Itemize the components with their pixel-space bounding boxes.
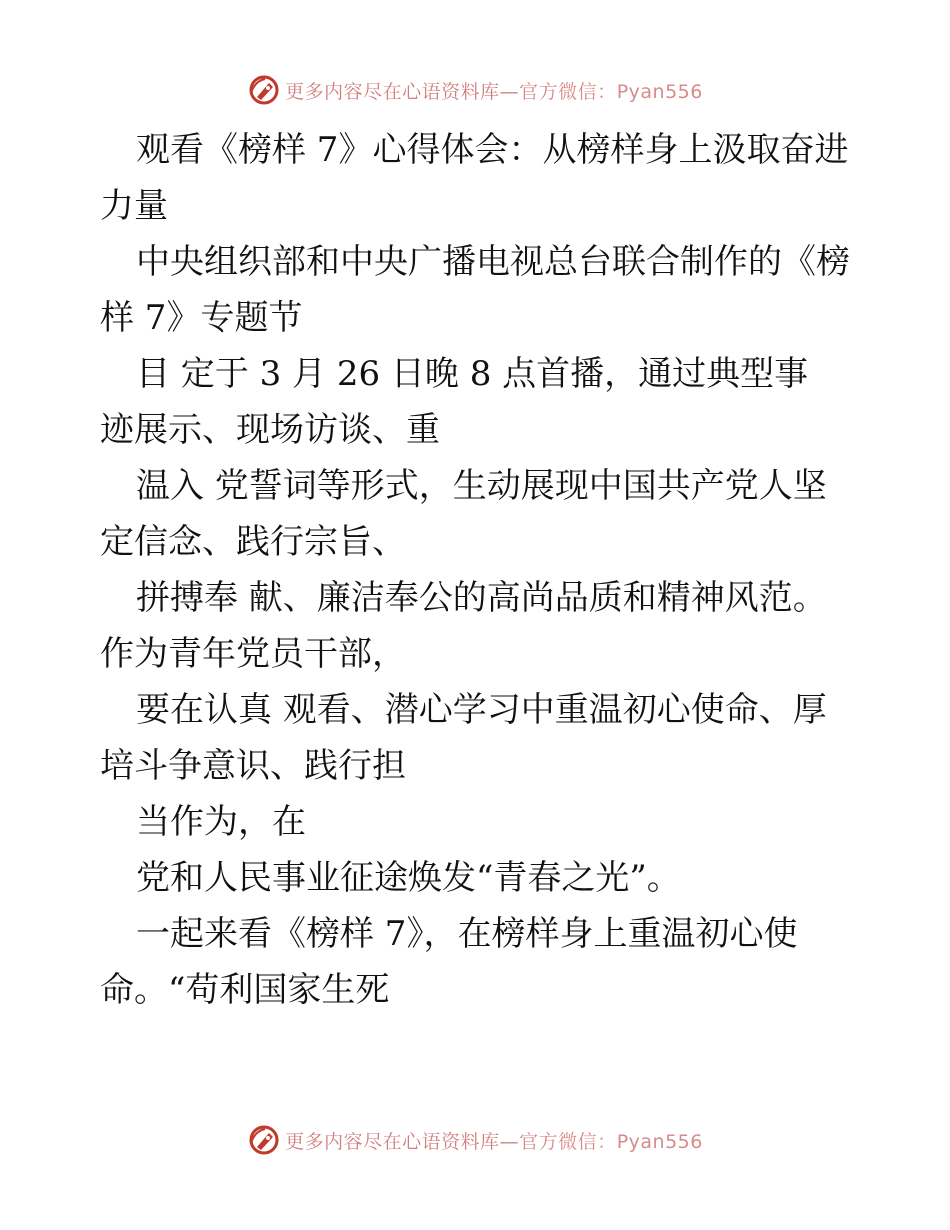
document-line: 定信念、践行宗旨、 xyxy=(100,522,406,562)
document-line: 目 定于 3 月 26 日晚 8 点首播，通过典型事 xyxy=(136,354,809,394)
header-contact-value: Pyan556 xyxy=(616,80,703,103)
footer-contact-label: 官方微信： xyxy=(519,1130,617,1153)
pen-nib-circle-icon xyxy=(247,73,281,107)
document-line: 党和人民事业征途焕发“青春之光”。 xyxy=(136,858,681,898)
document-line: 命。“苟利国家生死 xyxy=(100,970,390,1010)
document-line: 迹展示、现场访谈、重 xyxy=(100,410,440,450)
header-text xyxy=(285,77,703,104)
footer-text xyxy=(285,1127,703,1154)
document-line: 温入 党誓词等形式，生动展现中国共产党人坚 xyxy=(136,466,827,506)
document-line: 中央组织部和中央广播电视总台联合制作的《榜 xyxy=(136,242,850,282)
pen-nib-circle-icon xyxy=(247,1123,281,1157)
document-line: 力量 xyxy=(100,186,168,226)
document-line: 样 7》专题节 xyxy=(100,298,303,338)
header-contact-label: 官方微信： xyxy=(519,80,617,103)
document-line: 培斗争意识、践行担 xyxy=(100,746,406,786)
document-line: 一起来看《榜样 7》，在榜样身上重温初心使 xyxy=(136,914,798,954)
header-brand: 更多内容尽在心语资料库 xyxy=(285,80,500,103)
page-footer-banner xyxy=(0,1120,950,1160)
page-header-banner xyxy=(0,70,950,110)
document-line: 当作为，在 xyxy=(136,802,306,842)
document-line: 要在认真 观看、潜心学习中重温初心使命、厚 xyxy=(136,690,827,730)
footer-contact-value: Pyan556 xyxy=(616,1130,703,1153)
document-line: 观看《榜样 7》心得体会：从榜样身上汲取奋进 xyxy=(136,130,849,170)
document-body xyxy=(100,122,860,1018)
document-line: 拼搏奉 献、廉洁奉公的高尚品质和精神风范。 xyxy=(136,578,827,618)
footer-separator: — xyxy=(499,1130,520,1153)
header-separator: — xyxy=(499,80,520,103)
document-line: 作为青年党员干部， xyxy=(100,634,406,674)
footer-brand: 更多内容尽在心语资料库 xyxy=(285,1130,500,1153)
